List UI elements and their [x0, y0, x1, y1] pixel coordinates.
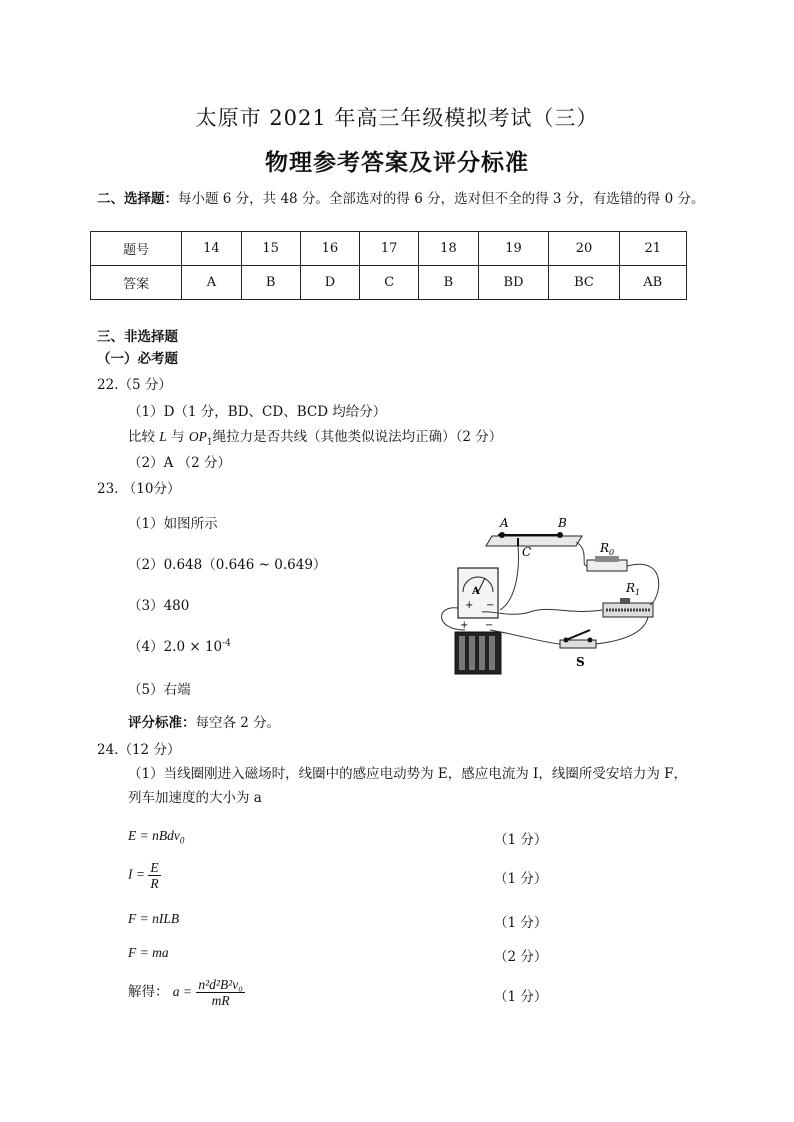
table-cell: 15	[241, 232, 300, 266]
table-cell: 18	[419, 232, 478, 266]
table-row-answers	[91, 266, 687, 300]
section2-text: 每小题 6 分，共 48 分。全部选对的得 6 分，选对但不全的得 3 分，有选错的得 0 分。	[178, 191, 705, 207]
q22-heading: 22.（5 分）	[97, 377, 172, 393]
page-title: 太原市 2021 年高三年级模拟考试（三）	[195, 106, 599, 130]
q24-eq-1-score: （1 分）	[494, 832, 548, 848]
table-cell: 14	[182, 232, 241, 266]
table-cell: D	[300, 266, 359, 300]
table-cell: BC	[549, 266, 619, 300]
switch-s	[560, 630, 596, 648]
section2-label: 二、选择题：	[97, 191, 178, 207]
section2-line	[97, 187, 704, 207]
table-header-number: 题号	[91, 232, 182, 266]
battery	[455, 632, 501, 674]
label-c: C	[522, 545, 532, 559]
q23-answer-3: （3）480	[128, 598, 190, 614]
resistor-r0	[587, 556, 627, 571]
label-a: A	[500, 516, 509, 530]
page-subtitle: 物理参考答案及评分标准	[265, 149, 529, 176]
q24-heading: 24.（12 分）	[97, 742, 181, 758]
table-cell: 19	[478, 232, 549, 266]
q22-answer-1: （1）D（1 分，BD、CD、BCD 均给分）	[128, 404, 387, 420]
fraction: $\frac{E}{R}$	[150, 860, 159, 891]
ammeter-minus: −	[486, 600, 495, 611]
q24-eq-2-score: （1 分）	[494, 871, 548, 887]
q24-eq-4: F = ma	[128, 945, 169, 960]
table-cell: 16	[300, 232, 359, 266]
slide-wire-rheostat	[486, 532, 582, 546]
answer-table	[90, 231, 687, 300]
q24-intro-2: 列车加速度的大小为 a	[128, 790, 262, 806]
label-s: S	[576, 655, 585, 669]
q24-eq-1: E = nBdv$_0$	[128, 828, 185, 846]
ammeter-label: A	[472, 586, 480, 597]
table-header-answer: 答案	[91, 266, 182, 300]
table-cell: BD	[478, 266, 549, 300]
battery-plus: +	[460, 620, 469, 631]
q24-eq-3-score: （1 分）	[494, 915, 548, 931]
ammeter-plus: +	[465, 600, 474, 611]
q23-answer-1: （1）如图所示	[128, 516, 218, 532]
circuit-diagram	[430, 510, 690, 680]
q22-answer-1-note: 比较 L 与 $OP_1$绳拉力是否共线（其他类似说法均正确）（2 分）	[128, 429, 503, 448]
table-cell: C	[360, 266, 419, 300]
table-cell: B	[241, 266, 300, 300]
q24-eq-3: F = nILB	[128, 911, 180, 926]
section3-title: 三、非选择题	[97, 329, 178, 345]
table-cell: 21	[619, 232, 686, 266]
q23-heading: 23. （10分）	[97, 481, 181, 497]
q24-intro-1: （1）当线圈刚进入磁场时，线圈中的感应电动势为 E，感应电流为 I，线圈所受安培力为 F，	[128, 766, 688, 782]
section3-subtitle: （一）必考题	[97, 351, 178, 367]
q24-eq-2: I = $\frac{E}{R}$	[128, 860, 159, 891]
table-cell: A	[182, 266, 241, 300]
battery-minus: −	[485, 620, 494, 631]
table-cell: AB	[619, 266, 686, 300]
label-b: B	[558, 516, 567, 530]
label-r0: $R_0$	[600, 541, 615, 557]
table-cell: 17	[360, 232, 419, 266]
q24-eq-5: 解得： a = $\frac{\text{n²d²B²v₀}}{mR}$	[128, 977, 243, 1008]
q24-eq-5-score: （1 分）	[494, 989, 548, 1005]
q23-answer-2: （2）0.648（0.646 ~ 0.649）	[128, 557, 327, 573]
q23-scoring: 评分标准：每空各 2 分。	[128, 715, 281, 731]
q24-eq-4-score: （2 分）	[494, 949, 548, 965]
q22-answer-2: （2）A （2 分）	[128, 455, 232, 471]
fraction: $\frac{\text{n²d²B²v₀}}{mR}$	[198, 977, 243, 1008]
table-cell: 20	[549, 232, 619, 266]
q23-answer-5: （5）右端	[128, 682, 191, 698]
rheostat-r1	[603, 598, 653, 617]
table-cell: B	[419, 266, 478, 300]
label-r1: $R_1$	[626, 581, 641, 597]
table-row-numbers	[91, 232, 687, 266]
q23-answer-4: $(4)2.0 \times 10^{-4}$	[128, 638, 231, 655]
